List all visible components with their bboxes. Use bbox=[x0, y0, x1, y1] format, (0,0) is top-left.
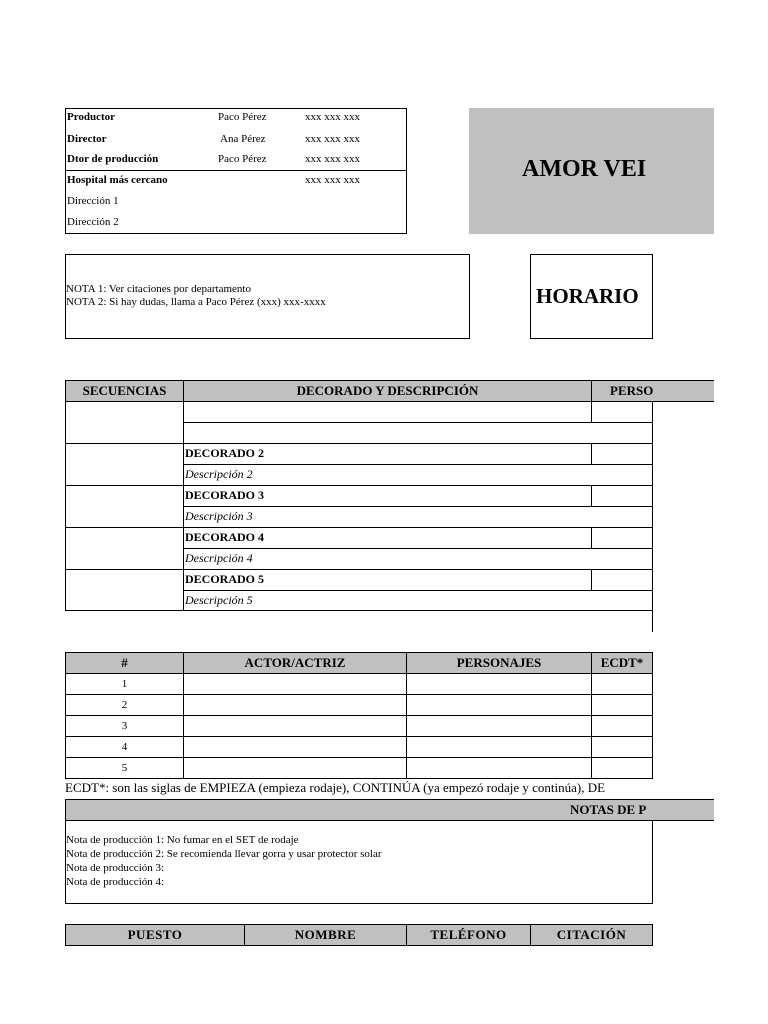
contact-phone: xxx xxx xxx bbox=[305, 174, 360, 186]
descripcion-cell bbox=[183, 422, 653, 444]
cast-personaje bbox=[406, 694, 592, 716]
cast-personaje bbox=[406, 673, 592, 695]
cast-actor bbox=[183, 736, 407, 758]
sequence-cell bbox=[65, 527, 184, 570]
header-ecdt: ECDT* bbox=[591, 652, 653, 674]
perso-cell bbox=[591, 527, 653, 549]
decorado-label: DECORADO 4 bbox=[185, 530, 265, 544]
production-notes-header: NOTAS DE P bbox=[65, 799, 714, 821]
address-2: Dirección 2 bbox=[67, 216, 119, 228]
cast-personaje bbox=[406, 757, 592, 779]
production-note: Nota de producción 3: bbox=[66, 862, 165, 874]
header-actor: ACTOR/ACTRIZ bbox=[183, 652, 407, 674]
page-title: AMOR VEI bbox=[522, 156, 647, 182]
sequences-bottom-line bbox=[65, 610, 653, 611]
contact-phone: xxx xxx xxx bbox=[305, 133, 360, 145]
contact-name: Ana Pérez bbox=[220, 133, 266, 145]
contact-label: Hospital más cercano bbox=[67, 174, 168, 186]
cast-ecdt bbox=[591, 715, 653, 737]
cast-personaje bbox=[406, 715, 592, 737]
title-block bbox=[469, 108, 714, 234]
cast-personaje bbox=[406, 736, 592, 758]
header-telefono: TELÉFONO bbox=[406, 924, 531, 946]
decorado-label: DECORADO 2 bbox=[185, 446, 265, 460]
contacts-divider bbox=[65, 170, 407, 171]
header-puesto: PUESTO bbox=[65, 924, 245, 946]
descripcion-cell bbox=[183, 464, 653, 486]
cast-ecdt bbox=[591, 736, 653, 758]
cast-actor bbox=[183, 673, 407, 695]
decorado-label: DECORADO 5 bbox=[185, 572, 265, 586]
production-note: Nota de producción 4: bbox=[66, 876, 165, 888]
sequence-cell bbox=[65, 443, 184, 486]
contact-name: Paco Pérez bbox=[218, 111, 267, 123]
header-decorado: DECORADO Y DESCRIPCIÓN bbox=[183, 380, 592, 402]
ecdt-footnote: ECDT*: son las siglas de EMPIEZA (empieza rodaje), CONTINÚA (ya empezó rodaje y continúa), DE bbox=[65, 780, 606, 795]
header-citacion: CITACIÓN bbox=[530, 924, 653, 946]
perso-cell bbox=[591, 569, 653, 591]
note-1: NOTA 1: Ver citaciones por departamento bbox=[66, 283, 251, 295]
cast-number: 5 bbox=[65, 757, 184, 779]
horario-title: HORARIO bbox=[536, 284, 639, 308]
address-1: Dirección 1 bbox=[67, 195, 119, 207]
header-perso: PERSO bbox=[591, 380, 714, 402]
perso-cell bbox=[591, 443, 653, 465]
sequences-right-edge bbox=[652, 610, 653, 632]
production-note: Nota de producción 1: No fumar en el SET de rodaje bbox=[66, 834, 299, 846]
header-secuencias: SECUENCIAS bbox=[65, 380, 184, 402]
perso-cell bbox=[591, 485, 653, 507]
note-2: NOTA 2: Si hay dudas, llama a Paco Pérez (xxx) xxx-xxxx bbox=[66, 296, 326, 308]
descripcion-label: Descripción 5 bbox=[185, 593, 253, 607]
decorado-label: DECORADO 3 bbox=[185, 488, 265, 502]
cast-actor bbox=[183, 715, 407, 737]
cast-number: 2 bbox=[65, 694, 184, 716]
perso-cell bbox=[591, 401, 653, 423]
descripcion-cell bbox=[183, 548, 653, 570]
cast-number: 4 bbox=[65, 736, 184, 758]
cast-actor bbox=[183, 694, 407, 716]
cast-number: 3 bbox=[65, 715, 184, 737]
contact-label: Director bbox=[67, 133, 107, 145]
sequence-cell bbox=[65, 485, 184, 528]
contact-phone: xxx xxx xxx bbox=[305, 153, 360, 165]
contact-phone: xxx xxx xxx bbox=[305, 111, 360, 123]
header-nombre: NOMBRE bbox=[244, 924, 407, 946]
horario-box bbox=[530, 254, 653, 339]
contact-label: Productor bbox=[67, 111, 116, 123]
header-personajes: PERSONAJES bbox=[406, 652, 592, 674]
sequence-cell bbox=[65, 401, 184, 444]
descripcion-cell bbox=[183, 506, 653, 528]
cast-ecdt bbox=[591, 757, 653, 779]
production-note: Nota de producción 2: Se recomienda llevar gorra y usar protector solar bbox=[66, 848, 382, 860]
cast-ecdt bbox=[591, 673, 653, 695]
contact-label: Dtor de producción bbox=[67, 153, 159, 165]
sequence-cell bbox=[65, 569, 184, 611]
decorado-cell bbox=[183, 401, 592, 423]
cast-number: 1 bbox=[65, 673, 184, 695]
cast-ecdt bbox=[591, 694, 653, 716]
header-number: # bbox=[65, 652, 184, 674]
descripcion-label: Descripción 2 bbox=[185, 467, 253, 481]
contact-name: Paco Pérez bbox=[218, 153, 267, 165]
cast-actor bbox=[183, 757, 407, 779]
descripcion-label: Descripción 4 bbox=[185, 551, 253, 565]
descripcion-cell bbox=[183, 590, 653, 611]
descripcion-label: Descripción 3 bbox=[185, 509, 253, 523]
